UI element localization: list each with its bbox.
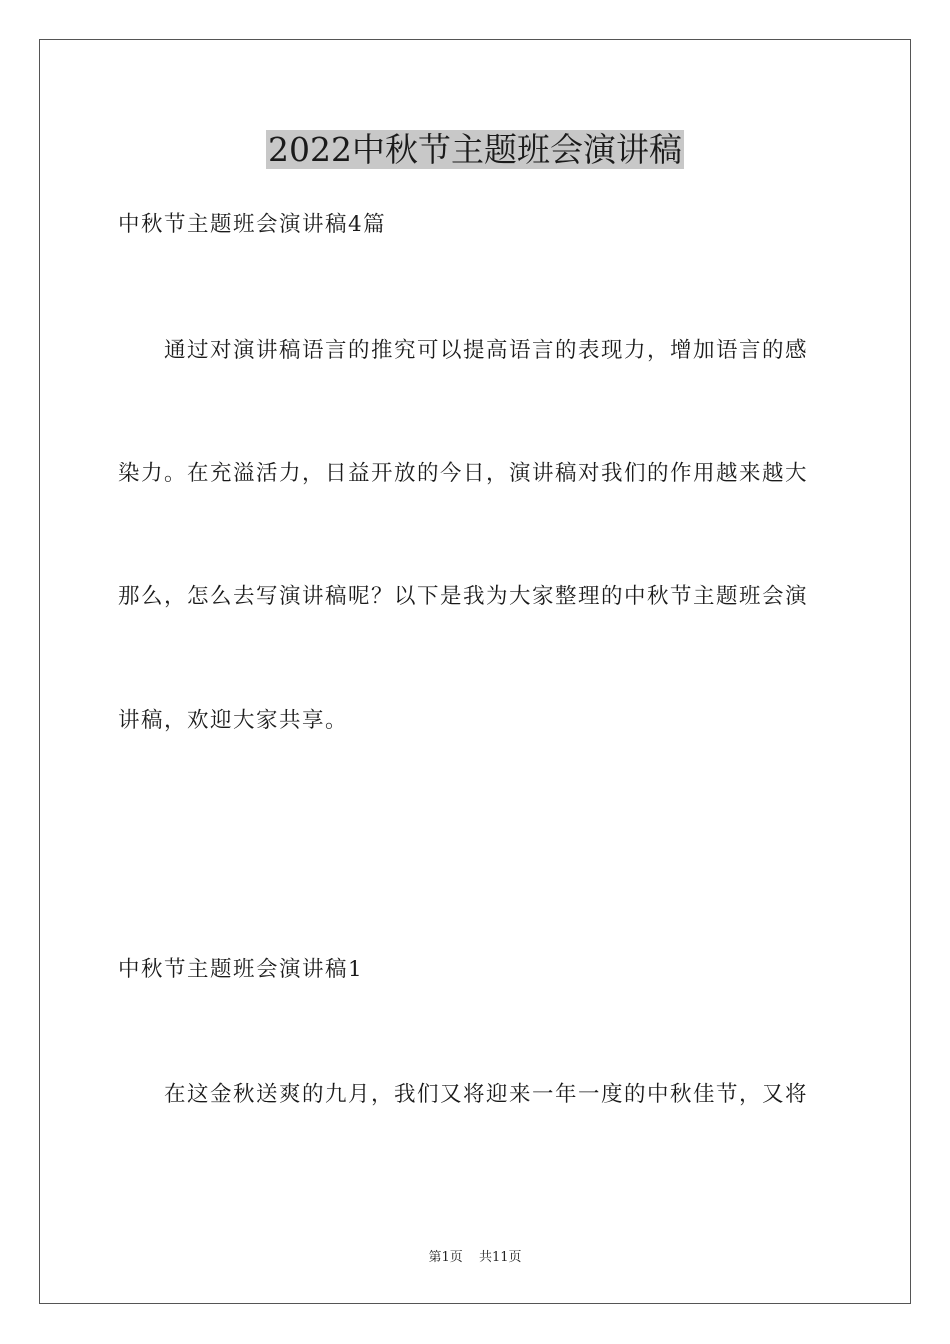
paragraph-line: 通过对演讲稿语言的推究可以提高语言的表现力，增加语言的感 xyxy=(164,338,809,363)
paragraph-line: 染力。在充溢活力，日益开放的今日，演讲稿对我们的作用越来越大 xyxy=(118,461,809,486)
paragraph-line: 讲稿，欢迎大家共享。 xyxy=(118,708,349,733)
page-footer xyxy=(0,1249,950,1267)
paragraph-line: 在这金秋送爽的九月，我们又将迎来一年一度的中秋佳节，又将 xyxy=(164,1082,809,1107)
document-title xyxy=(0,128,950,172)
page-total: 共11页 xyxy=(478,1250,522,1265)
title-text: 2022中秋节主题班会演讲稿 xyxy=(268,130,682,169)
document-subtitle: 中秋节主题班会演讲稿4篇 xyxy=(118,212,387,237)
page-number: 第1页 xyxy=(428,1250,463,1265)
paragraph-line: 那么，怎么去写演讲稿呢？以下是我为大家整理的中秋节主题班会演 xyxy=(118,584,809,609)
section-heading: 中秋节主题班会演讲稿1 xyxy=(118,957,364,982)
